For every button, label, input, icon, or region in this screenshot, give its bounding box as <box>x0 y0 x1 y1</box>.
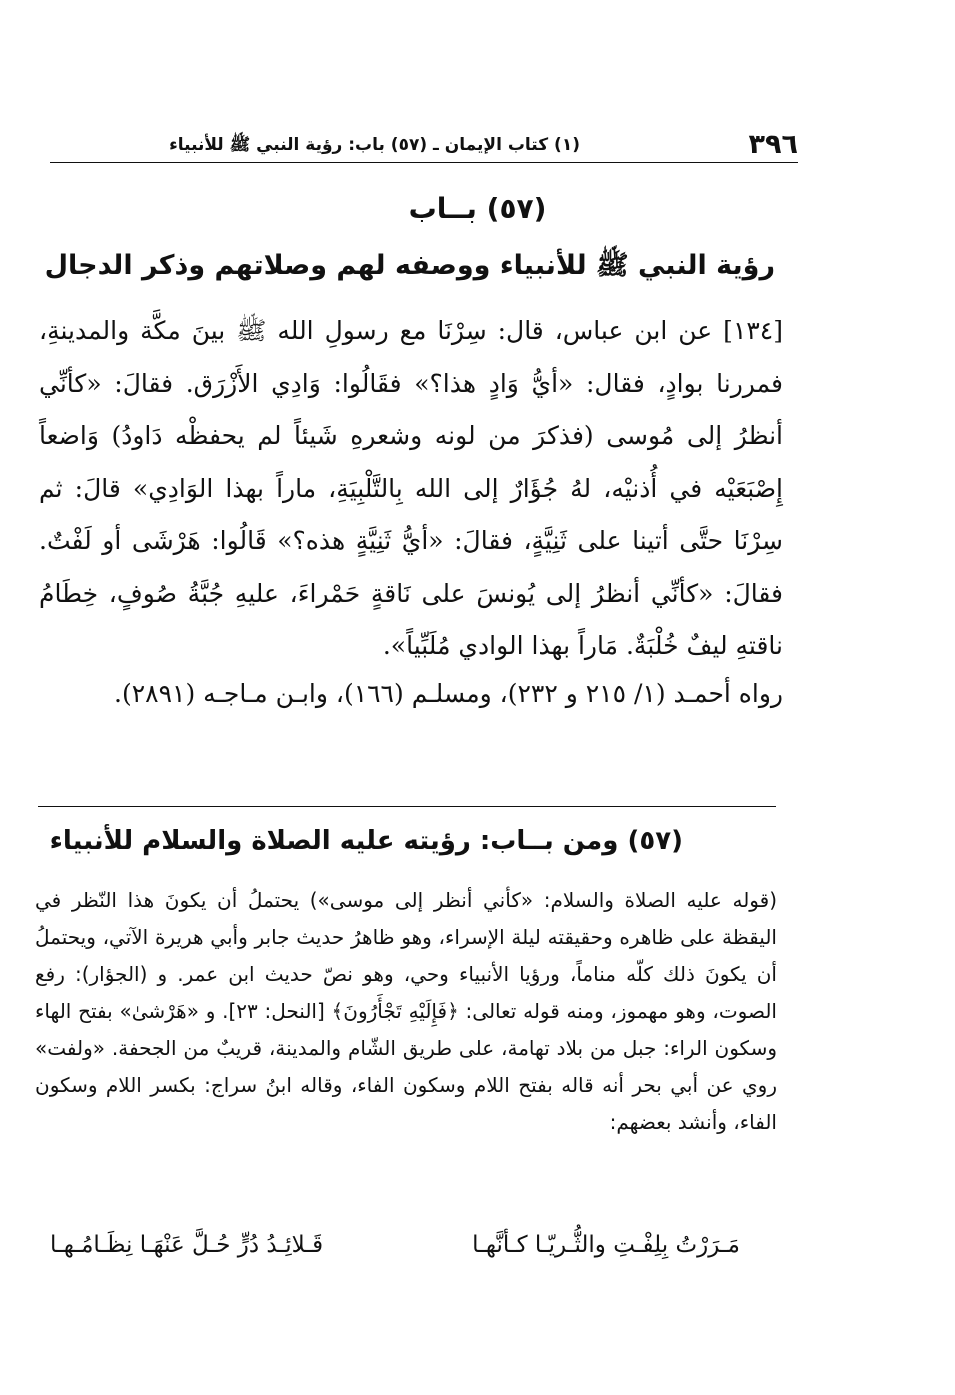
hadith-text <box>39 305 783 673</box>
poem-first-hemistich: مَـرَرْتُ بِلِفْـتِ والثُّـريّـا كـأنَّهـا <box>472 1232 740 1258</box>
running-title: (١) كتاب الإيمان ـ (٥٧) باب: رؤية النبي ﷺ للأنبياء <box>169 135 580 155</box>
hadith-source: رواه أحمـد (١/ ٢١٥ و ٢٣٢)، ومسلـم (١٦٦)، وابـن مـاجـه (٢٨٩١). <box>114 679 783 708</box>
running-header <box>50 128 798 163</box>
chapter-title: رؤية النبي ﷺ للأنبياء ووصفه لهم وصلاتهم وذكر الدجال <box>44 250 775 281</box>
page-number: ٣٩٦ <box>748 129 798 160</box>
poem-verse <box>50 1232 740 1272</box>
poem-second-hemistich: قَـلائِـدُ دُرٍّ حُـلَّ عَنْهَـا نِظَـامُـهـا <box>50 1232 324 1258</box>
section-divider <box>38 806 776 807</box>
commentary-body: (قوله عليه الصلاة والسلام: «كأني أنظر إلى موسى») يحتملُ أن يكونَ هذا النّظر في اليقظة على ظاهره وحقيقته ليلة الإسراء، وهو ظاهرُ حديث جابر وأبي هريرة الآتي، ويحتملُ أن يكونَ ذلك كلّه مناماً، ورؤيا الأنبياء وحي، وهو نصّ حديث ابن عمر. و (الجؤار): رفع الصوت، وهو مهموز، ومنه قوله تعالى: ﴿فَإِلَيْهِ تَجْأَرُونَ﴾ [النحل: ٢٣]. و «هَرْشىٰ» بفتح الهاء وسكون الراء: جبل من بلاد تهامة، على طريق الشّام والمدينة، قريبٌ من الجحفة. «ولفت» روي عن أبي بحر أنه قاله بفتح اللام وسكون الفاء، وقاله ابنُ سراج: بكسر اللام وسكون الفاء، وأنشد بعضهم: <box>35 888 777 1134</box>
commentary-text <box>35 882 777 1141</box>
hadith-body: [١٣٤] عن ابن عباس، قال: سِرْنَا مع رسولِ الله ﷺ بينَ مكَّة والمدينةِ، فمررنا بوادٍ، فقال: «أيُّ وَادٍ هذا؟» فقَالُوا: وَادِي الأَزْرَق. فقالَ: «كأنِّي أنظرُ إلى مُوسى (فذكرَ من لونه وشعرهِ شَيئاً لم يحفظْه دَاودُ) وَاضعاً إِصْبَعَيْه في أُذنيْه، لهُ جُؤَارٌ إلى الله بِالتَّلْبِيَةِ، ماراً بهذا الوَادِي» قالَ: ثم سِرْنَا حتَّى أتينا على ثَنِيَّةٍ، فقالَ: «أيُّ ثَنِيَّةٍ هذه؟» قَالُوا: هَرْشَى أو لَفْتٌ. فقالَ: «كأنِّي أنظرُ إلى يُونسَ على نَاقةٍ حَمْراءَ، عليهِ جُبَّةُ صُوفٍ، خِطَامُ ناقتهِ ليفٌ خُلْبَةٌ. مَاراً بهذا الوادي مُلَبِّياً». <box>39 316 783 660</box>
commentary-title: (٥٧) ومن بــاب: رؤيته عليه الصلاة والسلام للأنبياء <box>49 826 683 856</box>
chapter-number: (٥٧) بــاب <box>408 192 547 225</box>
